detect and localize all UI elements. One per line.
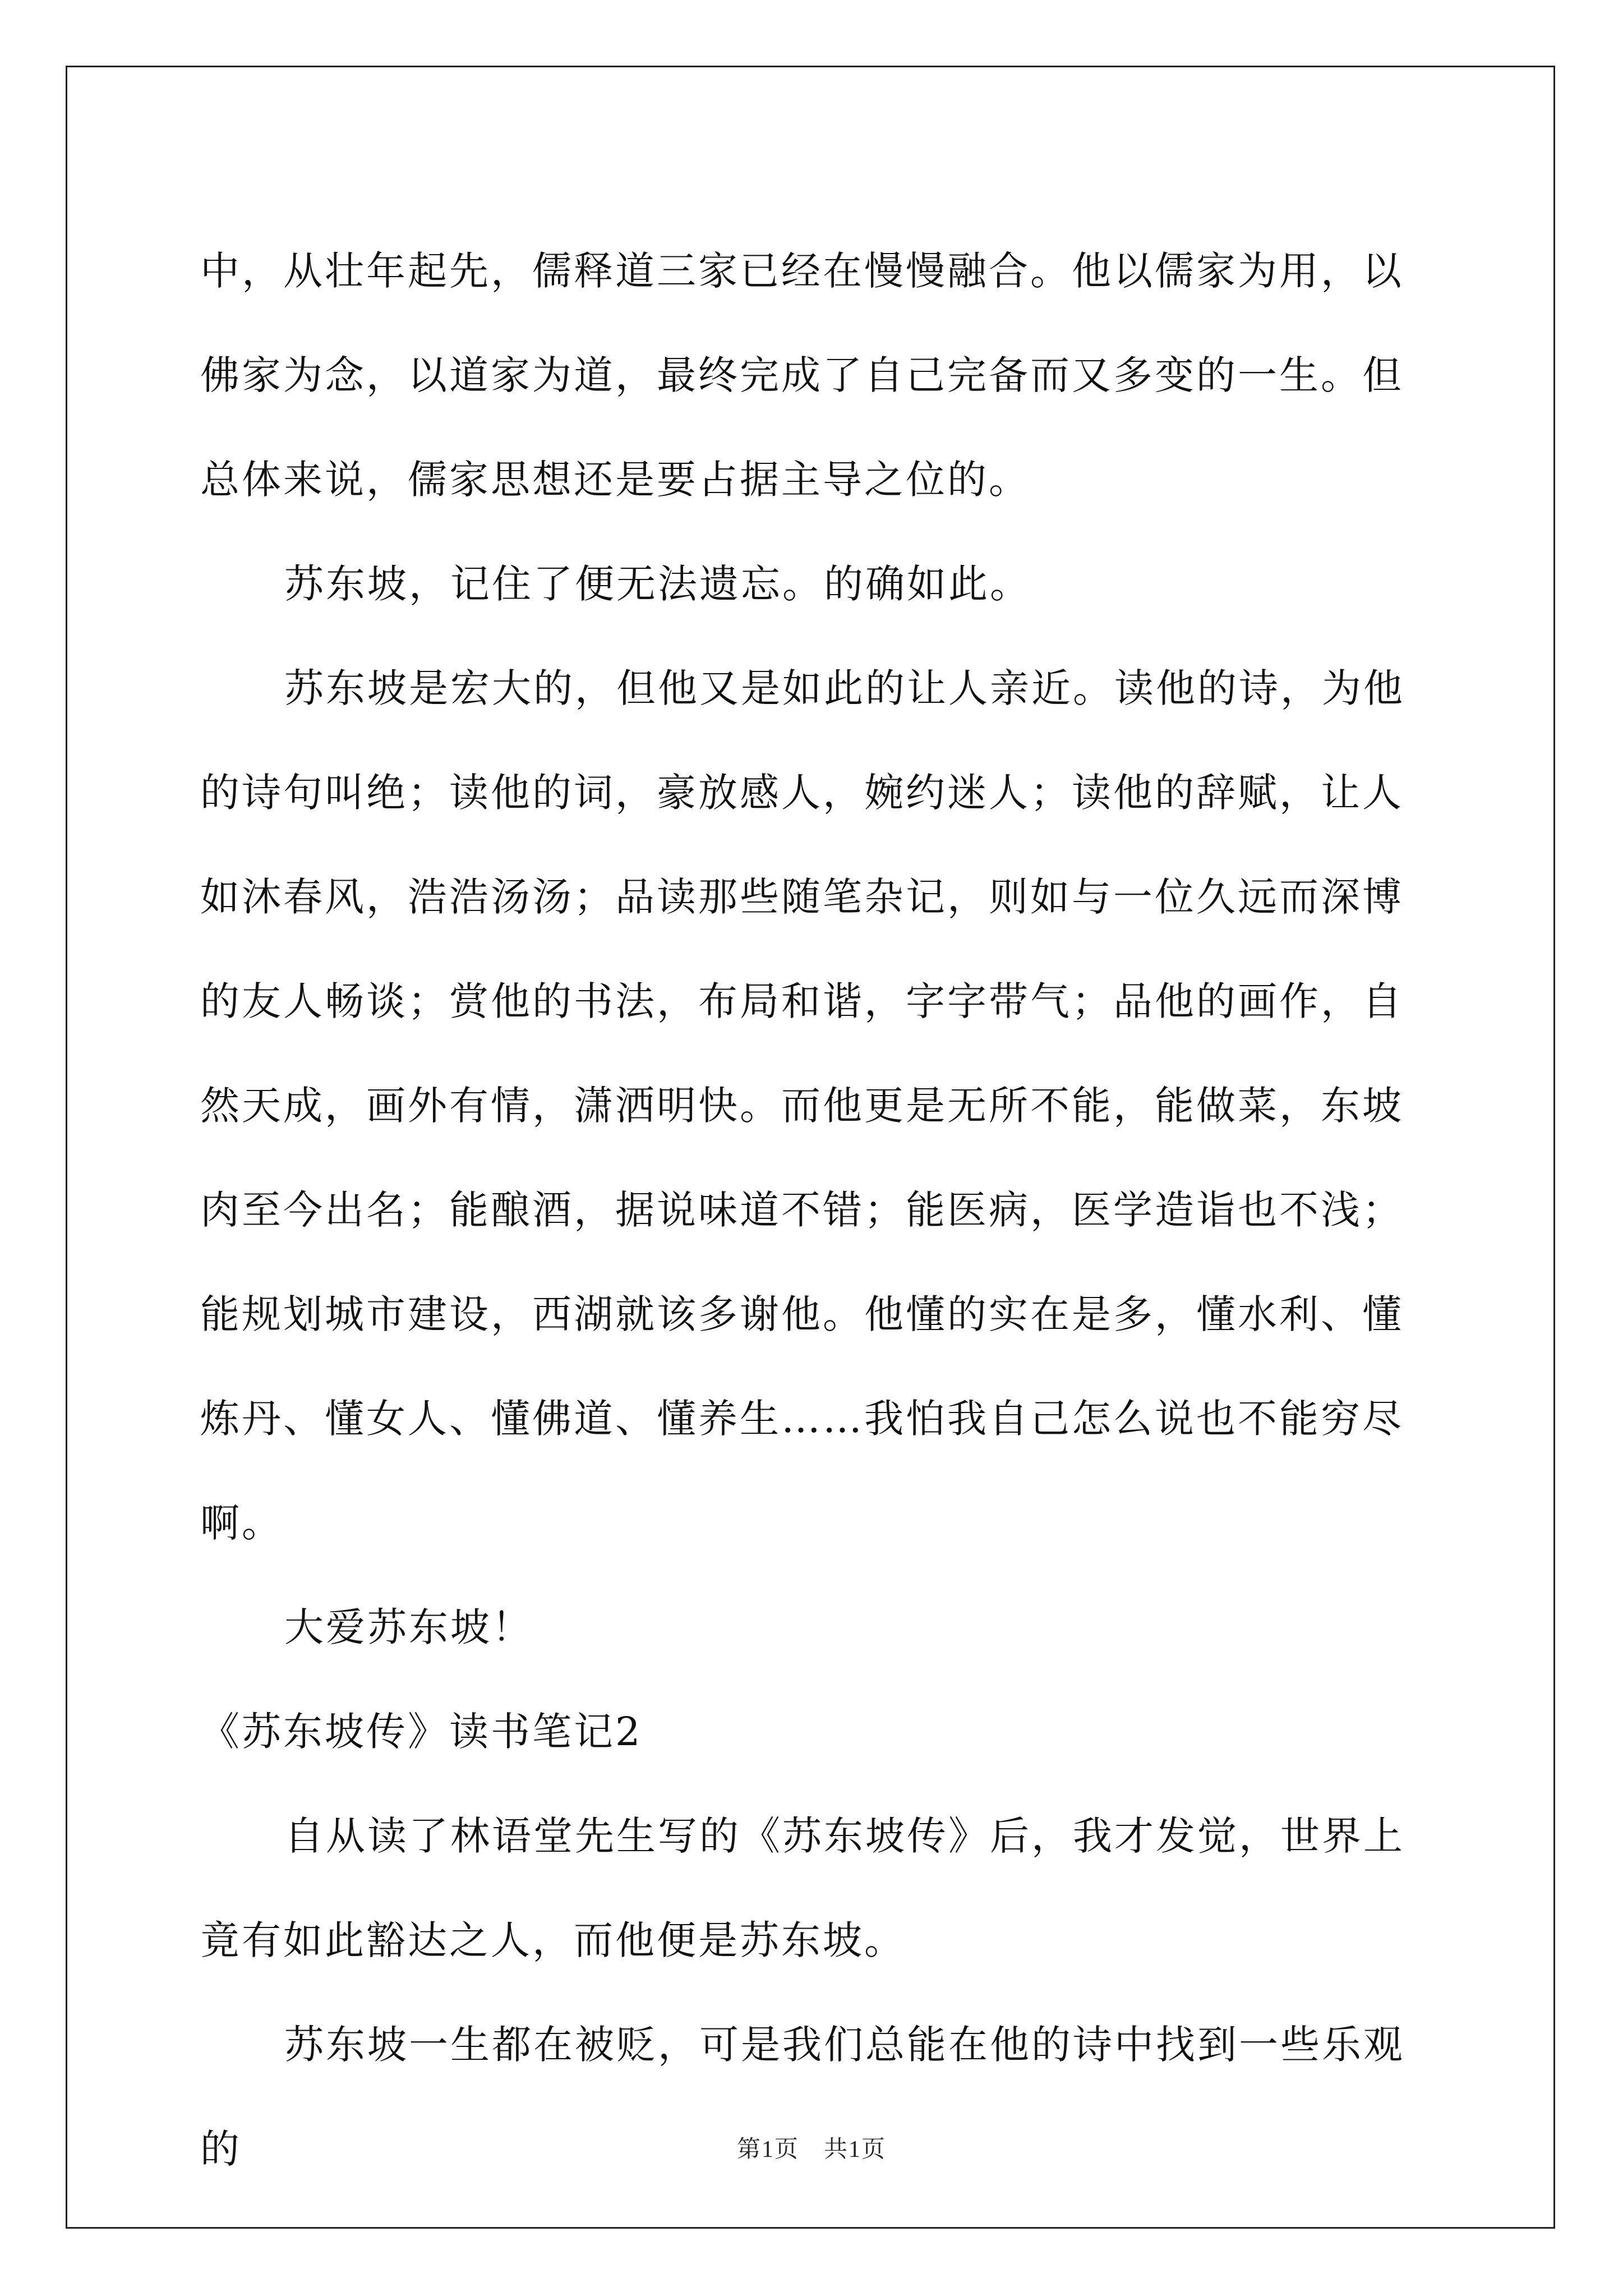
- paragraph-3: 苏东坡是宏大的，但他又是如此的让人亲近。读他的诗，为他的诗句叫绝；读他的词，豪放感人，婉约迷人；读他的辞赋，让人如沐春风，浩浩汤汤；品读那些随笔杂记，则如与一位久远而深博的友人畅谈；赏他的书法，布局和谐，字字带气；品他的画作，自然天成，画外有情，潇洒明快。而他更是无所不能，能做菜，东坡肉至今出名；能酿酒，据说味道不错；能医病，医学造诣也不浅；能规划城市建设，西湖就该多谢他。他懂的实在是多，懂水利、懂炼丹、懂女人、懂佛道、懂养生……我怕我自己怎么说也不能穷尽啊。: [200, 665, 1405, 1546]
- paragraph-5: 自从读了林语堂先生写的《苏东坡传》后，我才发觉，世界上竟有如此豁达之人，而他便是苏东坡。: [200, 1813, 1405, 1963]
- paragraph-6: 苏东坡一生都在被贬，可是我们总能在他的诗中找到一些乐观的: [200, 2022, 1405, 2172]
- page-number-footer: 第1页 共1页: [736, 2137, 886, 2162]
- paragraph-2: 苏东坡，记住了便无法遗忘。的确如此。: [284, 561, 1031, 607]
- paragraph-1: 中，从壮年起先，儒释道三家已经在慢慢融合。他以儒家为用，以佛家为念，以道家为道，最终完成了自己完备而又多变的一生。但总体来说，儒家思想还是要占据主导之位的。: [200, 248, 1404, 503]
- paragraph-4: 大爱苏东坡！: [284, 1604, 533, 1650]
- section-heading: 《苏东坡传》读书笔记2: [200, 1709, 643, 1755]
- document-body: [200, 219, 1423, 2201]
